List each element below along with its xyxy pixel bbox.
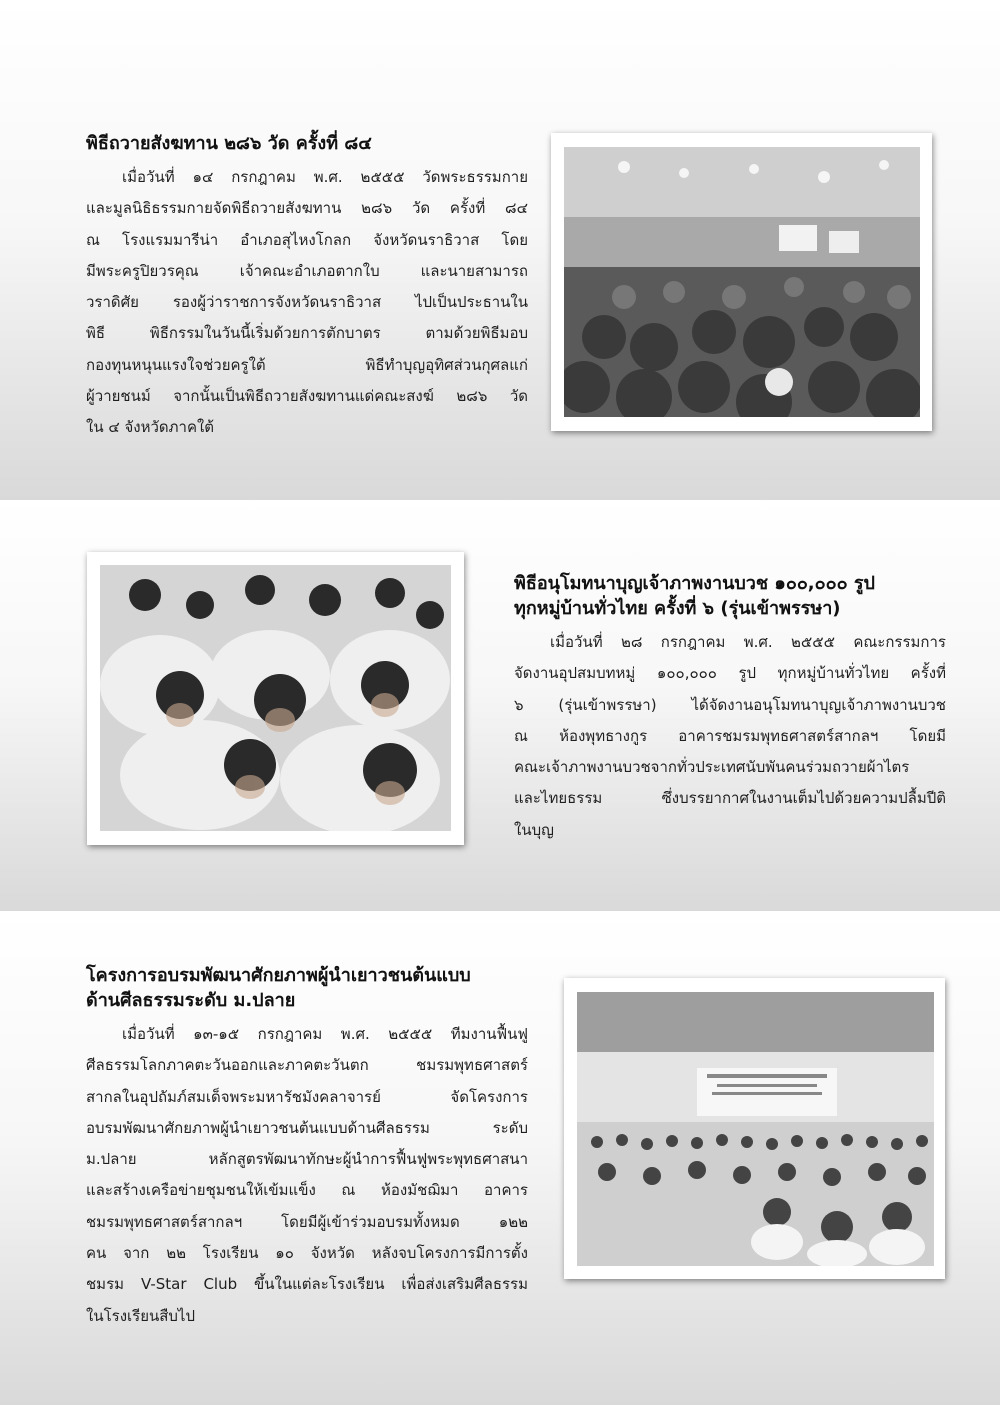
article-anumodana [514,571,946,846]
body-line: วราดิศัย รองผู้ว่าราชการจังหวัดนราธิวาส ไปเป็นประธานใน [86,293,528,312]
section-divider [0,911,1000,913]
body-line: เมื่อวันที่ ๑๔ กรกฎาคม พ.ศ. ๒๕๕๕ วัดพระธรรมกาย [122,168,528,186]
body-line: ศีลธรรมโลกภาคตะวันออกและภาคตะวันตก ชมรมพุทธศาสตร์ [86,1056,528,1075]
body-line: และมูลนิธิธรรมกายจัดพิธีถวายสังฆทาน ๒๘๖ วัด ครั้งที่ ๘๔ [86,199,528,218]
body-line: และสร้างเครือข่ายชุมชนให้เข้มแข็ง ณ ห้องมัชฌิมา อาคาร [86,1181,528,1200]
section-divider [0,500,1000,502]
body-line: ในโรงเรียนสืบไป [86,1306,195,1325]
article-title-line: ทุกหมู่บ้านทั่วไทย ครั้งที่ ๖ (รุ่นเข้าพรรษา) [514,598,841,619]
photo-people-praying [100,565,451,831]
body-line: คณะเจ้าภาพงานบวชจากทั่วประเทศนับพันคนร่วมถวายผ้าไตร [514,758,910,777]
body-line: มีพระครูปิยวรคุณ เจ้าคณะอำเภอตากใบ และนายสามารถ [86,261,528,280]
article-sangkhathan [86,131,528,444]
body-line: ๖ (รุ่นเข้าพรรษา) ได้จัดงานอนุโมทนาบุญเจ้าภาพงานบวช [514,695,946,714]
article-youth-leader [86,963,528,1332]
body-line: ในบุญ [514,820,554,839]
article-title-line: พิธีถวายสังฆทาน ๒๘๖ วัด ครั้งที่ ๘๔ [86,133,372,154]
body-line: สากลในอุปถัมภ์สมเด็จพระมหารัชมังคลาจารย์ จัดโครงการ [86,1087,528,1106]
body-line: จัดงานอุปสมบทหมู่ ๑๐๐,๐๐๐ รูป ทุกหมู่บ้านทั่วไทย ครั้งที่ [514,664,946,683]
body-line: กองทุนหนุนแรงใจช่วยครูใต้ พิธีทำบุญอุทิศส่วนกุศลแก่ [86,355,528,374]
article-body [514,627,946,846]
body-line: ชมรมพุทธศาสตร์สากลฯ โดยมีผู้เข้าร่วมอบรมทั้งหมด ๑๒๒ [86,1212,528,1231]
body-line: ม.ปลาย หลักสูตรพัฒนาทักษะผู้นำการฟื้นฟูพระพุทธศาสนา [86,1150,528,1169]
body-line: ชมรม V-Star Club ขึ้นในแต่ละโรงเรียน เพื่อส่งเสริมศีลธรรม [86,1275,528,1294]
photo-hall-ceremony [564,147,920,417]
body-line: และไทยธรรม ซึ่งบรรยากาศในงานเต็มไปด้วยความปลื้มปีติ [514,789,946,808]
article-title-line: โครงการอบรมพัฒนาศักยภาพผู้นำเยาวชนต้นแบบ [86,965,471,986]
body-line: อบรมพัฒนาศักยภาพผู้นำเยาวชนต้นแบบด้านศีลธรรม ระดับ [86,1118,528,1137]
body-line: พิธี พิธีกรรมในวันนี้เริ่มด้วยการตักบาตร ตามด้วยพิธีมอบ [86,324,528,343]
body-line: คน จาก ๒๒ โรงเรียน ๑๐ จังหวัด หลังจบโครงการมีการตั้ง [86,1244,528,1263]
body-line: ณ ห้องพุทธางกูร อาคารชมรมพุทธศาสตร์สากลฯ โดยมี [514,726,946,745]
photo-frame [564,978,945,1279]
article-body [86,162,528,444]
body-line: เมื่อวันที่ ๒๘ กรกฎาคม พ.ศ. ๒๕๕๕ คณะกรรมการ [550,633,946,651]
photo-frame [87,552,464,845]
photo-training-hall [577,992,934,1266]
article-title-line: พิธีอนุโมทนาบุญเจ้าภาพงานบวช ๑๐๐,๐๐๐ รูป [514,573,875,594]
body-line: ใน ๔ จังหวัดภาคใต้ [86,418,215,437]
article-title [86,963,528,1013]
article-title-line: ด้านศีลธรรมระดับ ม.ปลาย [86,990,296,1011]
body-line: เมื่อวันที่ ๑๓-๑๕ กรกฎาคม พ.ศ. ๒๕๕๕ ทีมงานฟื้นฟู [122,1025,528,1043]
photo-frame [551,133,932,431]
body-line: ผู้วายชนม์ จากนั้นเป็นพิธีถวายสังฆทานแด่คณะสงฆ์ ๒๘๖ วัด [86,387,528,406]
body-line: ณ โรงแรมมารีน่า อำเภอสุไหงโกลก จังหวัดนราธิวาส โดย [86,230,528,249]
article-body [86,1019,528,1332]
article-title [514,571,946,621]
article-title [86,131,528,156]
